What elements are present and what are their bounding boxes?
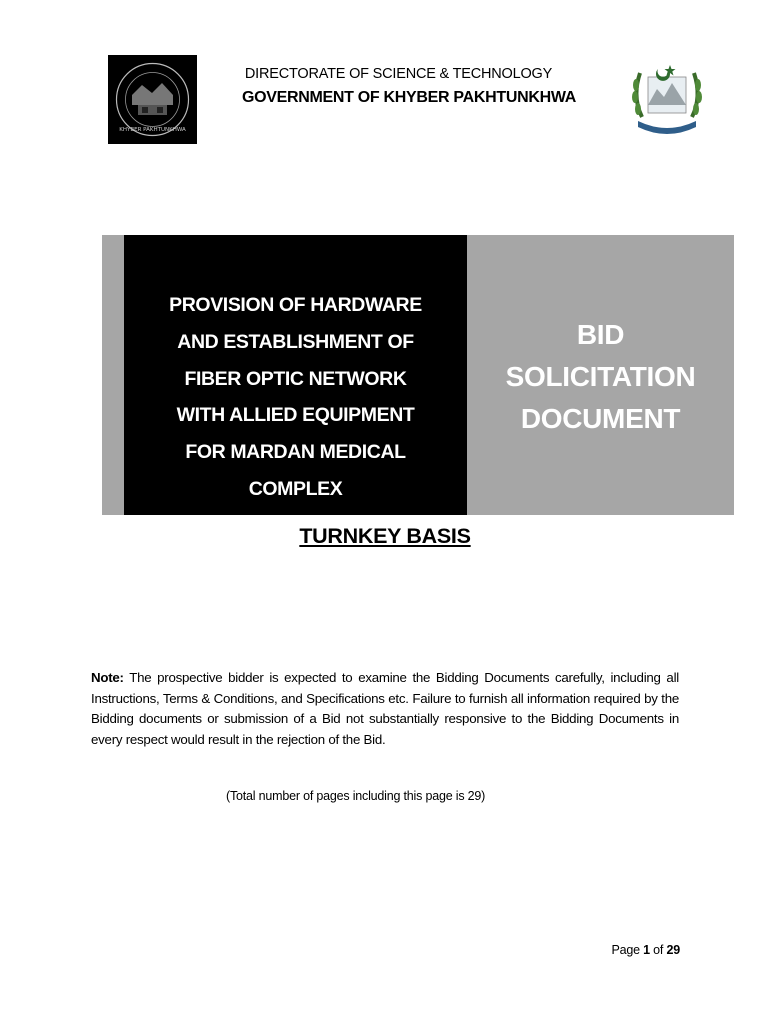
turnkey-basis-heading: TURNKEY BASIS xyxy=(299,524,471,548)
page-number xyxy=(0,943,680,957)
project-title-line: FOR MARDAN MEDICAL xyxy=(185,441,406,464)
doc-type-line: SOLICITATION xyxy=(505,361,696,392)
bidder-note xyxy=(91,668,679,750)
document-type-title xyxy=(467,314,734,440)
seal-text: KHYBER PAKHTUNKHWA xyxy=(119,127,186,133)
cover-title-band xyxy=(102,235,734,515)
doc-type-line: BID xyxy=(576,319,625,350)
doc-type-line: DOCUMENT xyxy=(520,403,681,434)
project-title xyxy=(124,287,467,508)
kp-emblem-icon xyxy=(624,55,710,137)
project-title-line: COMPLEX xyxy=(248,477,343,500)
band-accent-strip xyxy=(102,235,124,515)
page-word: Page xyxy=(611,943,640,957)
project-title-line: FIBER OPTIC NETWORK xyxy=(184,367,407,390)
government-name: GOVERNMENT OF KHYBER PAKHTUNKHWA xyxy=(241,89,577,106)
emblem-graphic xyxy=(624,55,710,137)
project-title-line: AND ESTABLISHMENT OF xyxy=(177,330,414,353)
total-pages-statement: (Total number of pages including this page is 29) xyxy=(226,789,486,803)
note-text: The prospective bidder is expected to examine the Bidding Documents carefully, including all Instructions, Terms & Conditions, and Specifications etc. Failure to furnish all information required by the Bidding documents or submission of a Bid not substantially responsive to the Bidding Documents in every respect would result in the rejection of the Bid. xyxy=(91,670,679,747)
directorate-name: DIRECTORATE OF SCIENCE & TECHNOLOGY xyxy=(244,66,553,82)
project-title-line: WITH ALLIED EQUIPMENT xyxy=(176,404,415,427)
note-label: Note: xyxy=(91,670,124,685)
current-page: 1 xyxy=(643,943,650,957)
of-word: of xyxy=(653,943,664,957)
total-pages: 29 xyxy=(666,943,680,957)
project-title-line: PROVISION OF HARDWARE xyxy=(169,294,422,316)
